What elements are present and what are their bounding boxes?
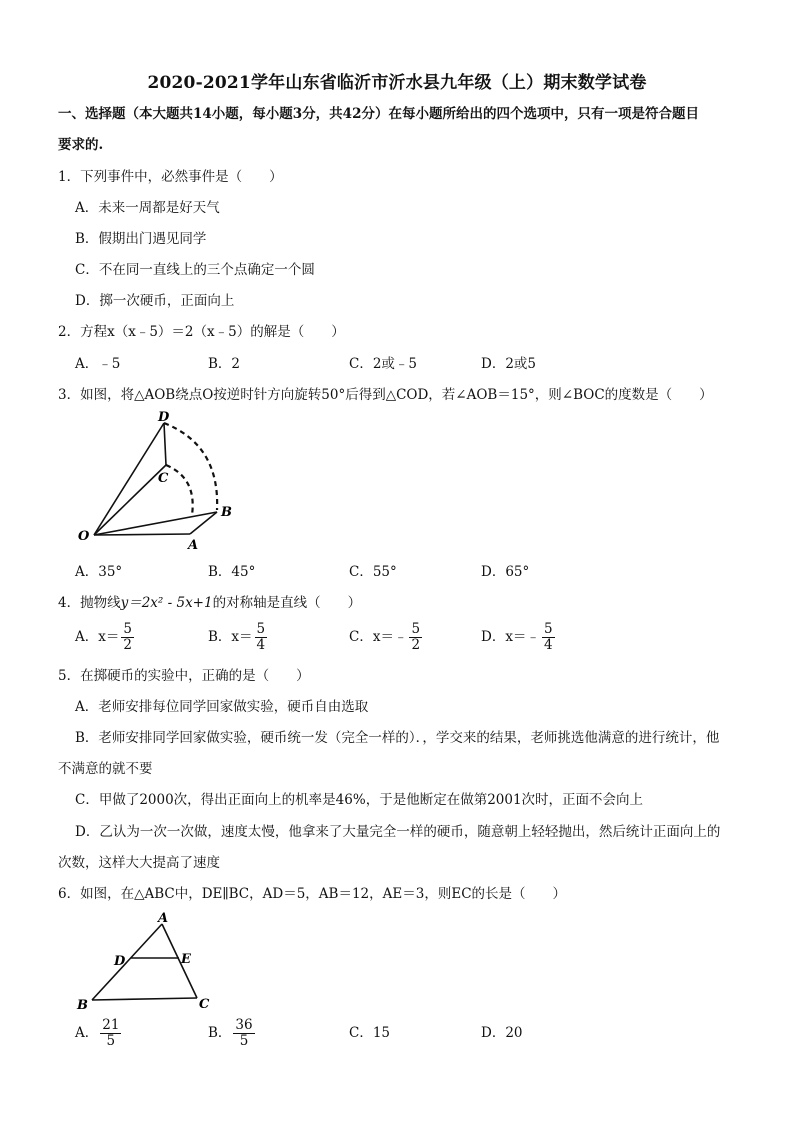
q4-option-c-denominator: 2 <box>411 637 421 653</box>
q3-label-b: B <box>221 505 232 520</box>
q6-option-b-denominator: 5 <box>239 1033 249 1049</box>
q6-label-e: E <box>181 952 191 967</box>
q6-option-b <box>208 1018 255 1049</box>
q5-option-d-line2: 次数，这样大大提高了速度 <box>58 855 220 871</box>
q5-option-b-line1: B．老师安排同学回家做实验，硬币统一发（完全一样的）．，学交来的结果，老师挑选他满意的进行统计，他 <box>75 730 720 746</box>
q6-stem: 6．如图，在△ABC中，DE∥BC，AD＝5，AB＝12，AE＝3，则EC的长是（ ） <box>58 886 567 902</box>
section-heading-line1: 一、选择题（本大题共14小题，每小题3分，共42分）在每小题所给出的四个选项中，只有一项是符合题目 <box>58 106 699 122</box>
section-heading-line2: 要求的. <box>58 137 104 153</box>
q4-option-c-prefix: C．x＝﹣ <box>349 629 408 645</box>
q4-option-d-prefix: D．x＝﹣ <box>481 629 540 645</box>
q6-option-c: C．15 <box>349 1025 391 1041</box>
q3-segment-oa <box>94 534 190 535</box>
q2-option-c: C．2或﹣5 <box>349 356 418 372</box>
q3-segment-ob <box>94 512 217 535</box>
q4-option-b-numerator: 5 <box>256 621 266 637</box>
q3-label-a: A <box>188 538 199 553</box>
q3-option-c: C．55° <box>349 564 397 580</box>
q4-option-b <box>208 622 267 653</box>
q4-option-c <box>349 622 422 653</box>
q6-triangle-figure <box>72 910 222 1015</box>
q3-rotation-figure <box>72 410 247 555</box>
q4-stem-prefix: 4．抛物线 <box>58 595 121 611</box>
q4-option-d-denominator: 4 <box>543 637 553 653</box>
q4-stem <box>58 594 361 612</box>
q4-stem-suffix: 的对称轴是直线（ ） <box>212 595 362 611</box>
q6-option-b-numerator: 36 <box>235 1017 253 1033</box>
q4-option-a <box>75 622 134 653</box>
q4-parabola-expression: y＝2x² - 5x+1 <box>120 595 213 611</box>
q4-option-b-denominator: 4 <box>256 637 266 653</box>
q1-option-c: C．不在同一直线上的三个点确定一个圆 <box>75 262 315 278</box>
q6-option-a-denominator: 5 <box>106 1033 116 1049</box>
q3-option-d: D．65° <box>481 564 530 580</box>
q4-option-a-prefix: A．x＝ <box>75 629 120 645</box>
q2-option-b: B．2 <box>208 356 241 372</box>
q4-option-a-numerator: 5 <box>123 621 132 637</box>
q3-option-b: B．45° <box>208 564 256 580</box>
q3-label-d: D <box>158 410 170 425</box>
q3-segment-oc <box>94 465 166 535</box>
q4-option-a-fraction <box>121 622 134 653</box>
q4-option-d <box>481 622 555 653</box>
q6-label-b: B <box>77 998 88 1013</box>
q3-label-c: C <box>158 471 169 486</box>
q6-option-d: D．20 <box>481 1025 523 1041</box>
q6-label-a: A <box>158 911 169 926</box>
q6-segment-ac <box>162 924 197 998</box>
q3-option-a: A．35° <box>75 564 123 580</box>
q2-option-d: D．2或5 <box>481 356 537 372</box>
q2-option-a: A．﹣5 <box>75 356 121 372</box>
q3-arc-outer <box>164 423 217 510</box>
q4-option-d-fraction <box>542 622 555 653</box>
q1-stem: 1．下列事件中，必然事件是（ ） <box>58 169 283 185</box>
q6-label-c: C <box>199 997 210 1012</box>
exam-title: 2020-2021学年山东省临沂市沂水县九年级（上）期末数学试卷 <box>147 73 647 93</box>
q6-segment-bc <box>92 998 197 1000</box>
q6-option-a-prefix: A． <box>75 1025 99 1041</box>
q1-option-b: B．假期出门遇见同学 <box>75 231 207 247</box>
q1-option-d: D．掷一次硬币，正面向上 <box>75 293 235 309</box>
q4-option-d-numerator: 5 <box>543 621 553 637</box>
q3-arc-inner <box>166 465 193 515</box>
q5-option-b-line2: 不满意的就不要 <box>58 761 153 777</box>
q3-stem: 3．如图，将△AOB绕点O按逆时针方向旋转50°后得到△COD，若∠AOB＝15°，则∠BOC的度数是（ ） <box>58 387 713 403</box>
q6-segment-ab <box>92 924 162 1000</box>
q1-option-a: A．未来一周都是好天气 <box>75 200 220 216</box>
q5-option-a: A．老师安排每位同学回家做实验，硬币自由选取 <box>75 699 369 715</box>
q3-segment-od <box>94 423 164 535</box>
q5-option-c: C．甲做了2000次，得出正面向上的机率是46%，于是他断定在做第2001次时，正面不会向上 <box>75 792 644 808</box>
q4-option-c-numerator: 5 <box>411 621 421 637</box>
q6-option-a-numerator: 21 <box>102 1017 120 1033</box>
q6-label-d: D <box>114 954 126 969</box>
q6-option-a-fraction <box>100 1018 121 1049</box>
q5-option-d-line1: D．乙认为一次一次做，速度太慢，他拿来了大量完全一样的硬币，随意朝上轻轻抛出，然后统计正面向上的 <box>75 824 721 840</box>
q4-option-a-denominator: 2 <box>123 637 132 653</box>
q6-option-b-prefix: B． <box>208 1025 232 1041</box>
q3-segment-dc <box>164 423 166 465</box>
q3-label-o: O <box>78 529 90 544</box>
q4-option-b-prefix: B．x＝ <box>208 629 253 645</box>
q2-stem: 2．方程x（x﹣5）＝2（x﹣5）的解是（ ） <box>58 324 345 340</box>
q4-option-c-fraction <box>409 622 422 653</box>
q6-option-a <box>75 1018 121 1049</box>
q5-stem: 5．在掷硬币的实验中，正确的是（ ） <box>58 668 310 684</box>
q6-option-b-fraction <box>233 1018 254 1049</box>
q4-option-b-fraction <box>255 622 268 653</box>
